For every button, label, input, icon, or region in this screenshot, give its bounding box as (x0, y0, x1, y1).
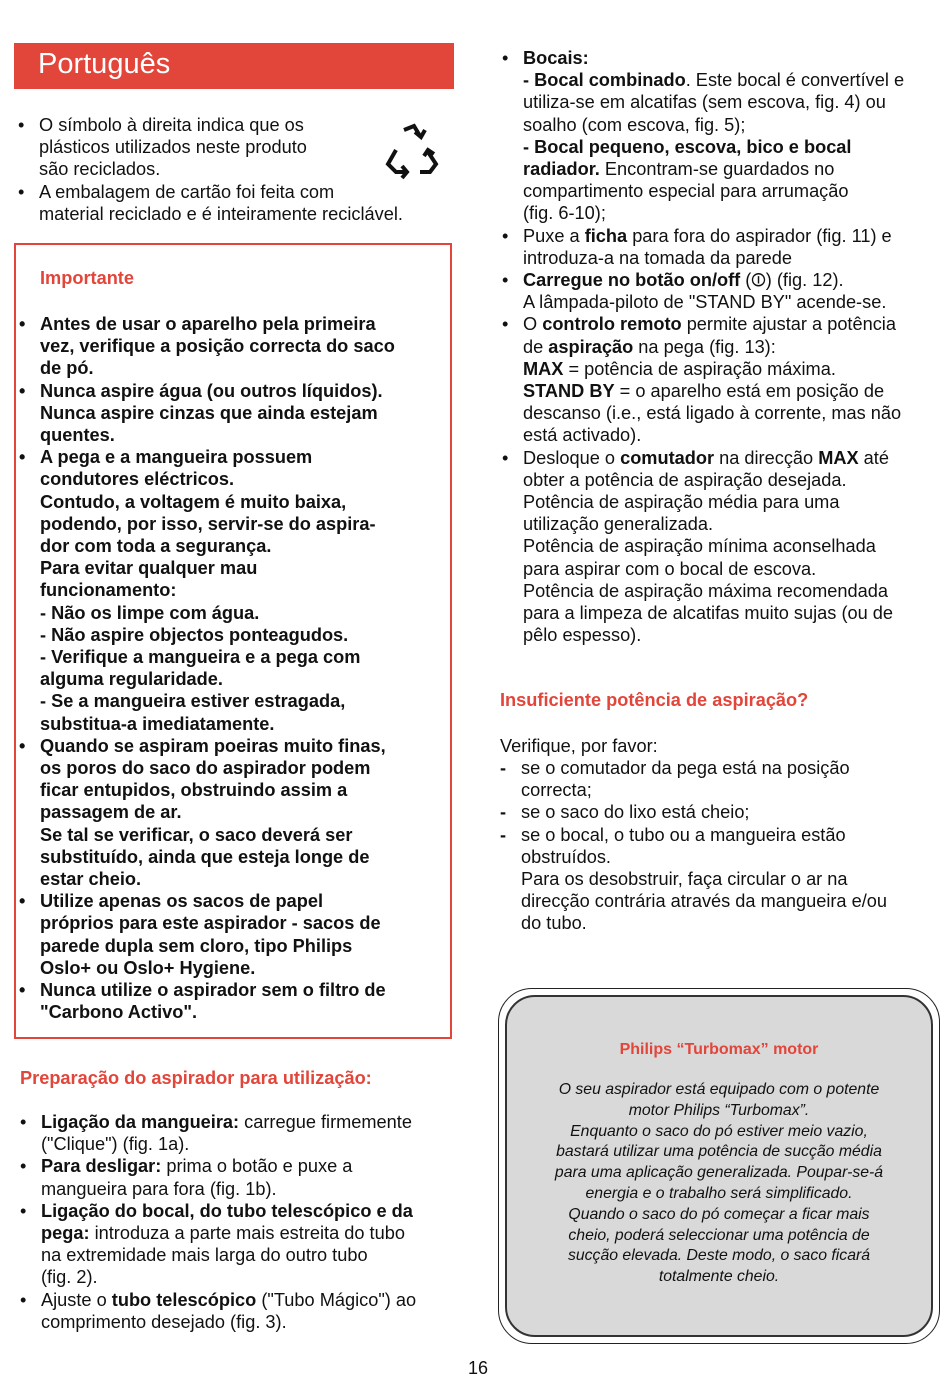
text-line: podendo, por isso, servir-se do aspira- (40, 513, 376, 534)
text-line: • Antes de usar o aparelho pela primeira (40, 314, 376, 334)
insuf-lead: Verifique, por favor: (500, 736, 658, 756)
text-line: Potência de aspiração média para uma (523, 492, 840, 513)
list-item (15, 979, 470, 1023)
text-line: são reciclados. (39, 159, 161, 180)
text-line: • A embalagem de cartão foi feita com (39, 181, 335, 202)
text-line: • A pega e a mangueira possuem (40, 447, 313, 468)
list-item (498, 824, 943, 935)
prep-title: Preparação do aspirador para utilização: (20, 1068, 372, 1088)
text-line: para aspirar com o bocal de escova. (523, 558, 817, 579)
list-item (498, 757, 943, 801)
text-line: substitua-a imediatamente. (40, 713, 275, 734)
text-line: utilização generalizada. (523, 514, 714, 535)
list-item (498, 801, 943, 823)
text-line: para a limpeza de alcatifas muito sujas (ou de (523, 603, 894, 624)
text-line: • Nunca utilize o aspirador sem o filtro de (40, 980, 386, 1001)
text-line: sucção elevada. Deste modo, o saco ficará (567, 1247, 871, 1265)
list-item (15, 446, 470, 735)
text-line: "Carbono Activo". (40, 1002, 198, 1023)
list-item (15, 380, 470, 447)
list-item: • Ligação da mangueira: carregue firmemente ("Clique") (fig. 1a). (16, 1111, 456, 1155)
text-line: ficar entupidos, obstruindo assim a (40, 780, 348, 801)
text-line: - se o bocal, o tubo ou a mangueira estão (521, 824, 846, 845)
text-line: plásticos utilizados neste produto (39, 137, 307, 158)
power-icon: ⏼ (751, 270, 766, 291)
text-line: Se tal se verificar, o saco deverá ser (40, 824, 353, 845)
intro-list (14, 114, 403, 225)
text-line: - Não aspire objectos ponteagudos. (40, 624, 349, 645)
page-title: Português (38, 48, 171, 80)
text-line: pêlo espesso). (523, 625, 642, 646)
text-line: obstruídos. (521, 846, 611, 867)
text-line: • Nunca aspire água (ou outros líquidos). (40, 380, 383, 401)
page-number: 16 (467, 1358, 489, 1378)
text-line: do tubo. (521, 913, 587, 934)
list-item (15, 313, 470, 380)
list-item-ficha: • Puxe a ficha para fora do aspirador (fig. 11) e introduza-a na tomada da parede (498, 225, 943, 269)
text-line: material reciclado e é inteiramente reciclável. (39, 203, 403, 224)
text-line: correcta; (521, 780, 592, 801)
text-line: Enquanto o saco do pó estiver meio vazio, (570, 1122, 868, 1140)
list-item-comutador: • Desloque o comutador na direcção MAX até obter a potência de aspiração desejada. Potência de aspiração média para uma utilização generalizada. Potência de aspiração mínima aconselhada para aspirar com o bocal de escova. Potência de aspiração máxima recomendada para a limpeza de alcatifas muito sujas (ou de pêlo espesso). (498, 447, 943, 647)
text-line: dor com toda a segurança. (40, 536, 272, 557)
text-line: • Utilize apenas os sacos de papel (40, 891, 324, 912)
text-line: para uma aplicação generalizada. Poupar-se-á (554, 1164, 884, 1182)
list-item (14, 181, 469, 225)
text-line: Quando o saco do pó começar a ficar mais (568, 1205, 870, 1223)
prep-list (16, 1111, 456, 1333)
text-line: quentes. (40, 425, 115, 446)
list-item: • Ligação do bocal, do tubo telescópico e da pega: introduza a parte mais estreita do tubo na extremidade mais larga do outro tubo (fig. 2). (16, 1200, 456, 1289)
text-line: Nunca aspire cinzas que ainda estejam (40, 402, 378, 423)
recycle-icon (384, 122, 440, 180)
text-line: substituído, ainda que esteja longe de (40, 846, 370, 867)
list-item-bocais: • Bocais: - Bocal combinado. Este bocal é convertível e utiliza-se em alcatifas (sem escova, fig. 4) ou soalho (com escova, fig. 5); - Bocal pequeno, escova, bico e bocal radiador. Encontram-se guardados no compartimento especial para arrumação (fig. 6-10); (498, 47, 943, 225)
text-line: parede dupla sem cloro, tipo Philips (40, 935, 353, 956)
text-line: cheio, poderá seleccionar uma potência de (568, 1226, 870, 1244)
list-item: • Para desligar: prima o botão e puxe a mangueira para fora (fig. 1b). (16, 1155, 456, 1199)
list-item (14, 114, 384, 181)
list-item: • Ajuste o tubo telescópico ("Tubo Mágico") ao comprimento desejado (fig. 3). (16, 1289, 456, 1333)
text-line: os poros do saco do aspirador podem (40, 758, 371, 779)
text-line: funcionamento: (40, 580, 177, 601)
turbomax-text (520, 1080, 918, 1288)
text-line: próprios para este aspirador - sacos de (40, 913, 381, 934)
list-item-remote: • O controlo remoto permite ajustar a potência de aspiração na pega (fig. 13): MAX = potência de aspiração máxima. STAND BY = o aparelho está em posição de descanso (i.e., está ligado à corrente, mas não está activado). (498, 313, 943, 446)
text-line: Potência de aspiração máxima recomendada (523, 580, 888, 601)
text-line: O seu aspirador está equipado com o potente (558, 1081, 880, 1098)
text-line: motor Philips “Turbomax”. (628, 1101, 810, 1119)
text-line: direcção contrária através da mangueira e/ou (521, 891, 887, 912)
turbomax-title: Philips “Turbomax” motor (619, 1041, 819, 1058)
list-item-onoff: • Carregue no botão on/off (⏼) (fig. 12). A lâmpada-piloto de "STAND BY" acende-se. (498, 269, 943, 313)
important-list (40, 313, 445, 1024)
text-line: - Se a mangueira estiver estragada, (40, 691, 346, 712)
text-line: - se o comutador da pega está na posição (521, 758, 850, 778)
text-line: energia e o trabalho será simplificado. (585, 1184, 853, 1202)
list-item (15, 735, 470, 890)
insuf-title: Insuficiente potência de aspiração? (500, 690, 809, 710)
text-line: Oslo+ ou Oslo+ Hygiene. (40, 957, 256, 978)
text-line: alguma regularidade. (40, 669, 223, 690)
text-line: • Quando se aspiram poeiras muito finas, (40, 735, 386, 756)
text-line: de pó. (40, 358, 94, 379)
text-line: Para evitar qualquer mau (40, 558, 258, 579)
text-line: bastará utilizar uma potência de sucção média (556, 1143, 882, 1161)
text-line: estar cheio. (40, 869, 142, 890)
text-line: vez, verifique a posição correcta do saco (40, 336, 395, 357)
text-line: • O símbolo à direita indica que os (39, 115, 304, 135)
insuf-list (498, 757, 943, 935)
text-line: totalmente cheio. (658, 1268, 780, 1286)
text-line: - Não os limpe com água. (40, 602, 260, 623)
text-line: Contudo, a voltagem é muito baixa, (40, 491, 347, 512)
text-line: - Verifique a mangueira e a pega com (40, 647, 361, 668)
right-list (498, 47, 943, 646)
important-title: Importante (40, 268, 134, 288)
text-line: - se o saco do lixo está cheio; (521, 802, 750, 823)
text-line: Potência de aspiração mínima aconselhada (523, 536, 876, 557)
list-item (15, 890, 470, 979)
text-line: obter a potência de aspiração desejada. (523, 469, 847, 490)
text-line: passagem de ar. (40, 802, 182, 823)
text-line: Para os desobstruir, faça circular o ar na (521, 869, 848, 890)
text-line: condutores eléctricos. (40, 469, 235, 490)
